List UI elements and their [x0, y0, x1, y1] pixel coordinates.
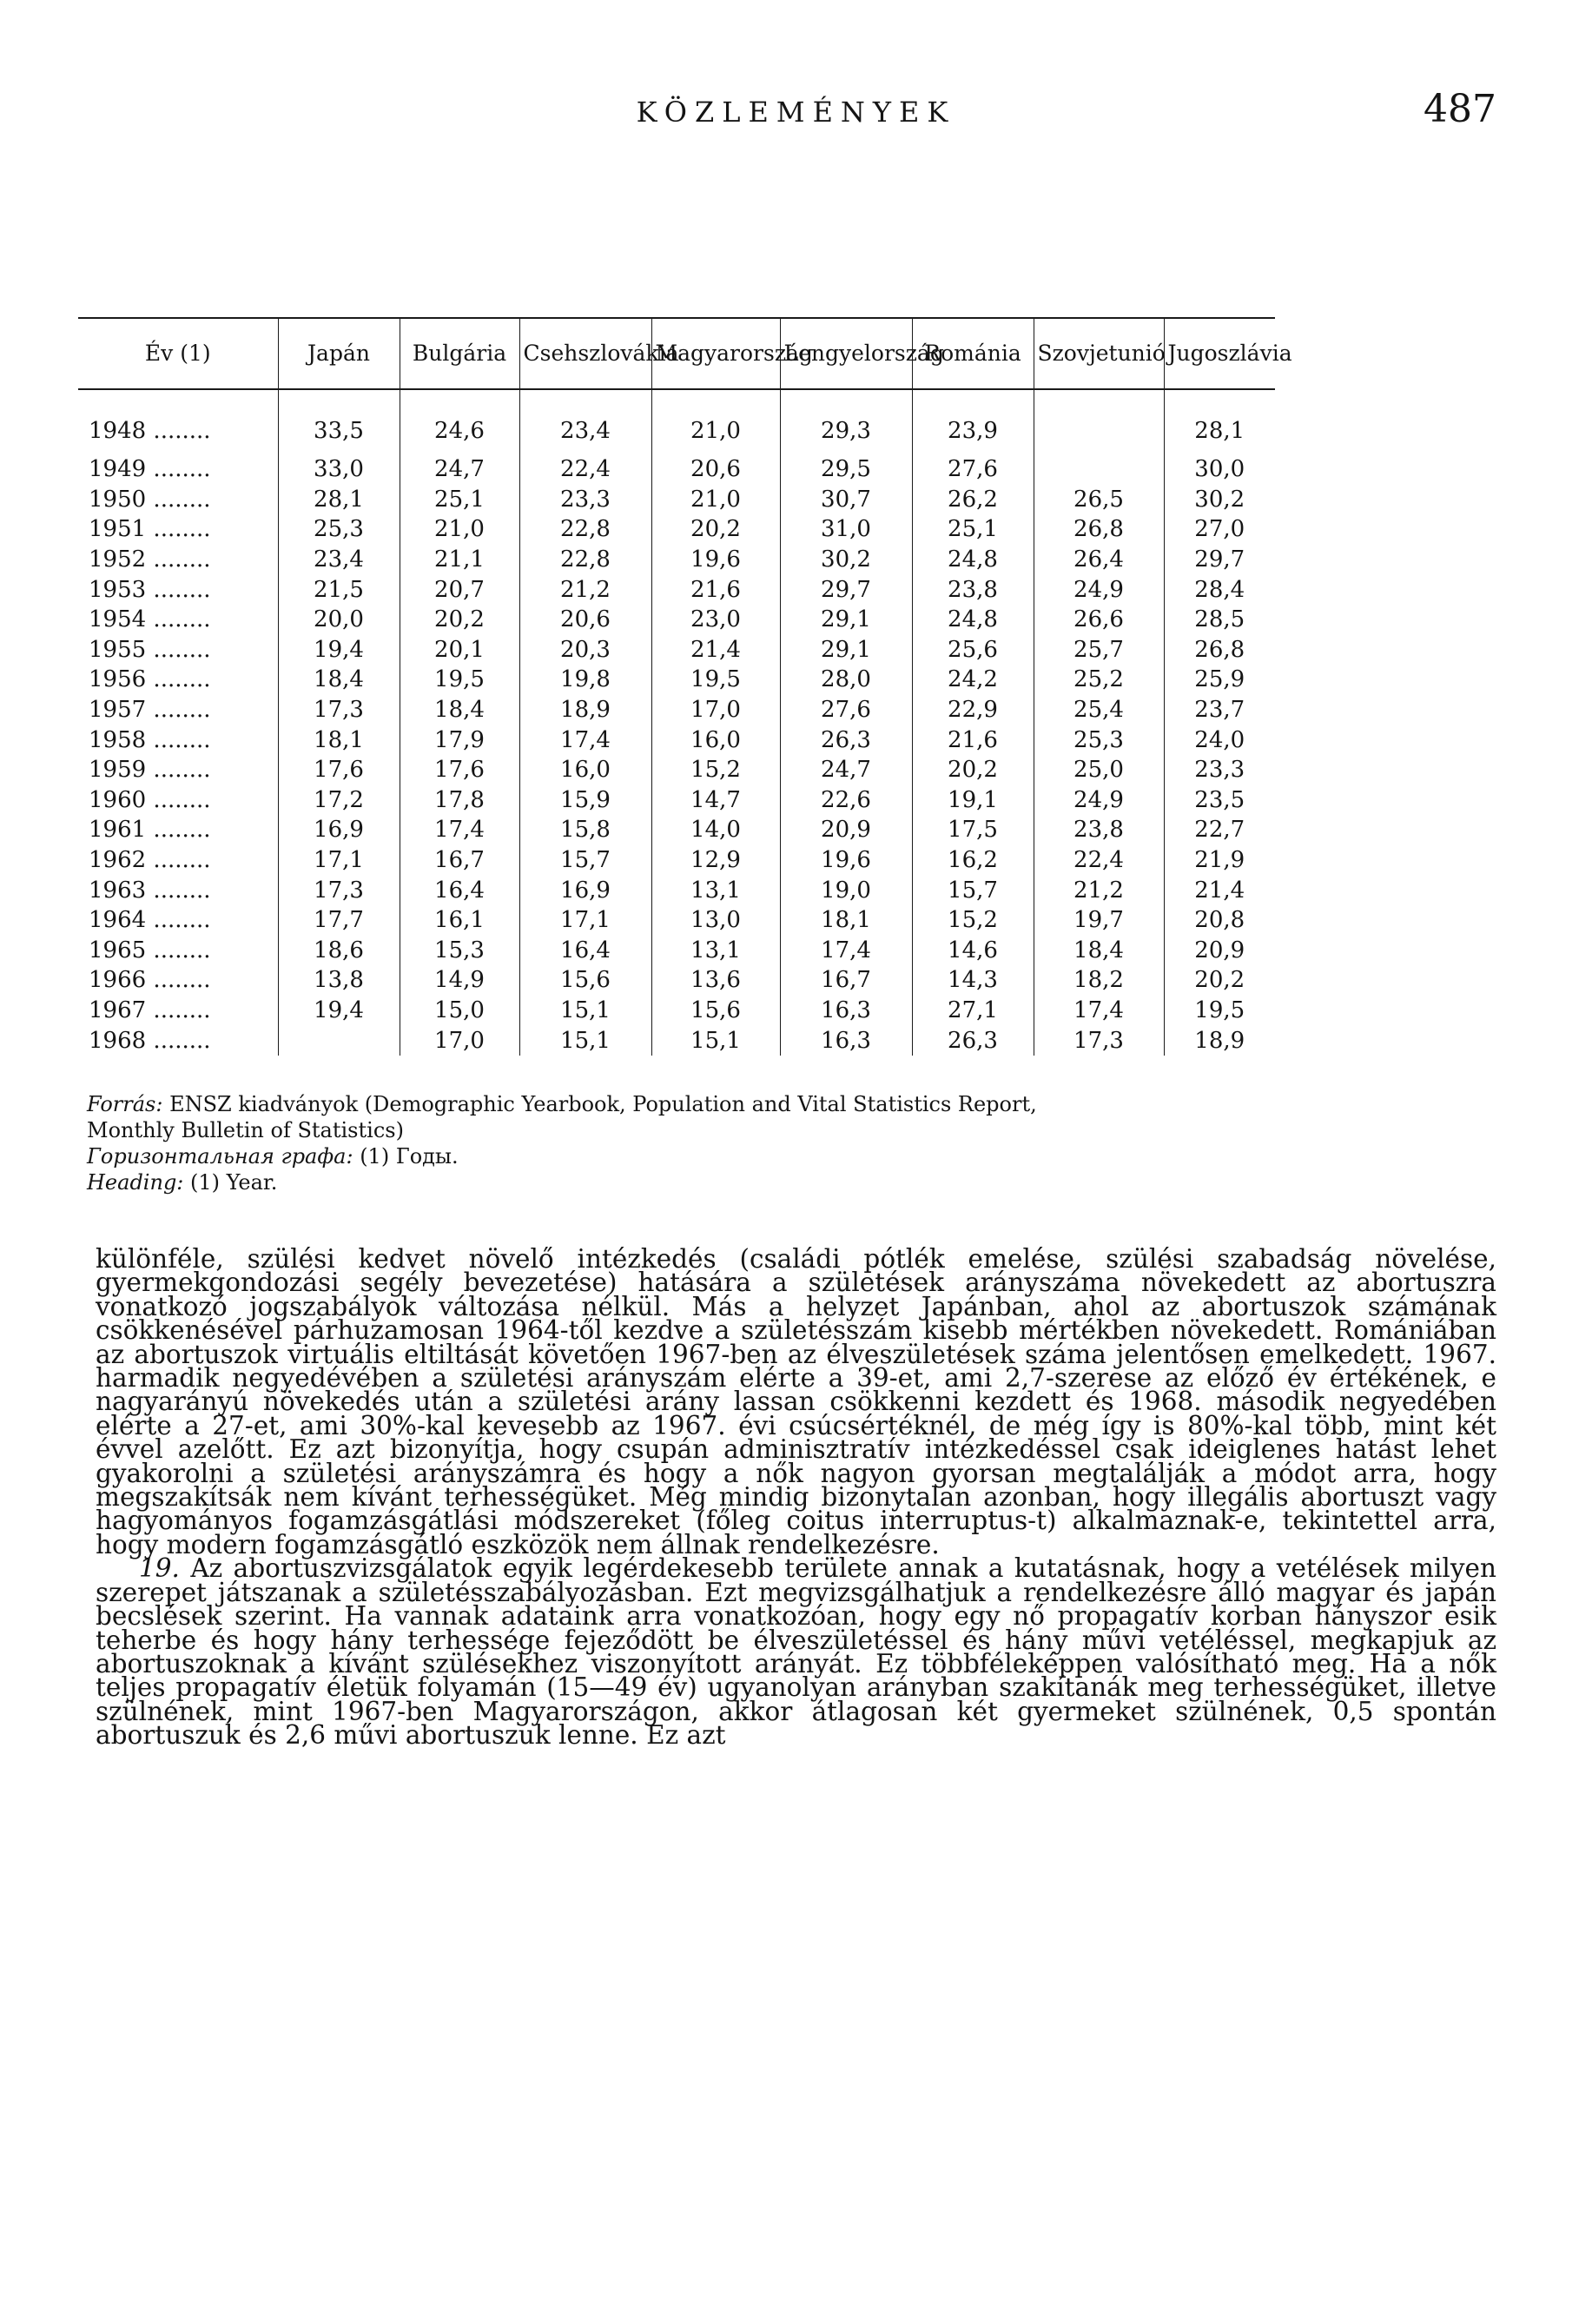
table-row: [78, 785, 1275, 816]
table-row: [78, 545, 1275, 575]
body-text: [96, 1244, 1496, 1751]
value-cell: 21,5: [278, 574, 400, 605]
value-cell: 18,1: [278, 725, 400, 755]
value-cell: 28,1: [278, 485, 400, 515]
value-cell: 25,2: [1034, 665, 1164, 695]
value-cell: 24,6: [400, 389, 519, 454]
value-cell: 18,9: [1164, 1025, 1275, 1056]
value-cell: 17,7: [278, 905, 400, 936]
value-cell: 33,5: [278, 389, 400, 454]
value-cell: 26,5: [1034, 485, 1164, 515]
table-row: [78, 389, 1275, 454]
table-row: [78, 574, 1275, 605]
table-row: [78, 965, 1275, 996]
value-cell: 20,9: [780, 815, 912, 845]
value-cell: 17,4: [1034, 996, 1164, 1026]
value-cell: 25,0: [1034, 755, 1164, 785]
table-row: [78, 755, 1275, 785]
year-cell: 1962 ........: [89, 847, 211, 874]
value-cell: 18,4: [400, 695, 519, 725]
value-cell: 29,1: [780, 635, 912, 665]
year-cell: 1960 ........: [89, 786, 211, 813]
value-cell: 20,3: [519, 635, 651, 665]
value-cell: 29,7: [1164, 545, 1275, 575]
value-cell: 25,6: [912, 635, 1034, 665]
value-cell: 15,1: [651, 1025, 780, 1056]
value-cell: 15,8: [519, 815, 651, 845]
column-header-0: Év (1): [78, 318, 278, 389]
year-cell: 1963 ........: [89, 877, 211, 904]
year-cell: 1957 ........: [89, 697, 211, 724]
year-cell: 1955 ........: [89, 636, 211, 663]
value-cell: 16,1: [400, 905, 519, 936]
value-cell: 21,4: [651, 635, 780, 665]
value-cell: 14,3: [912, 965, 1034, 996]
value-cell: 26,8: [1164, 635, 1275, 665]
value-cell: 18,4: [278, 665, 400, 695]
value-cell: 17,1: [519, 905, 651, 936]
value-cell: 22,4: [519, 454, 651, 485]
value-cell: 20,7: [400, 574, 519, 605]
year-cell: 1964 ........: [89, 907, 211, 934]
year-cell: 1949 ........: [89, 456, 211, 483]
russian-heading-label: Горизонтальная графа:: [87, 1144, 353, 1169]
value-cell: 17,5: [912, 815, 1034, 845]
year-cell: 1954 ........: [89, 606, 211, 633]
value-cell: 17,6: [278, 755, 400, 785]
paragraph-1: különféle, szülési kedvet növelő intézkedés (családi pótlék emelése, szülési szabadság növelése, gyermekgondozási segély bevezetése) hatására a születések arányszáma növekedett az abortuszra vonatkozó jogszabályok változása nélkül. Más a helyzet Japánban, ahol az abortuszok számának csökkenésével párhuzamosan 1964-től kezdve a születésszám kisebb mértékben növekedett. Romániában az abortuszok virtuális eltiltását követően 1967-ben az élveszületések száma jelentősen emelkedett. 1967. harmadik negyedévében a születési arányszám elérte a 39-et, ami 2,7-szerese az előző év értékének, e nagyarányú növekedés után a születési arány lassan csökkenni kezdett és 1968. második negyedében elérte a 27-et, ami 30%-kal kevesebb az 1967. évi csúcsértéknél, de még így is 80%-kal több, mint két évvel azelőtt. Ez azt bizonyítja, hogy csupán adminisztratív intézkedéssel csak ideiglenes hatást lehet gyakorolni a születési arányszámra és hogy a nők nagyon gyorsan megtalálják a módot arra, hogy megszakítsák nem kívánt terhességüket. Még mindig bizonytalan azonban, hogy illegális abortuszt vagy hagyományos fogamzásgátlási módszereket (főleg coitus interruptus-t) alkalmaznak-e, tekintettel arra, hogy modern fogamzásgátló eszközök nem állnak rendelkezésre.: [96, 1244, 1496, 1559]
value-cell: 30,2: [780, 545, 912, 575]
value-cell: 15,0: [400, 996, 519, 1026]
value-cell: 15,6: [519, 965, 651, 996]
value-cell: 24,7: [400, 454, 519, 485]
value-cell: 26,3: [780, 725, 912, 755]
value-cell: 17,4: [400, 815, 519, 845]
value-cell: 28,1: [1164, 389, 1275, 454]
source-label: Forrás:: [87, 1092, 163, 1116]
value-cell: [278, 1025, 400, 1056]
value-cell: 24,0: [1164, 725, 1275, 755]
value-cell: 25,3: [278, 514, 400, 545]
value-cell: 13,1: [651, 936, 780, 966]
table-row: [78, 905, 1275, 936]
value-cell: 16,0: [519, 755, 651, 785]
value-cell: 21,6: [651, 574, 780, 605]
table-row: [78, 485, 1275, 515]
column-header-8: Jugoszlávia: [1164, 318, 1275, 389]
value-cell: 17,0: [651, 695, 780, 725]
table-row: [78, 875, 1275, 905]
paragraph-2-text: Az abortuszvizsgálatok egyik legérdekesebb területe annak a kutatásnak, hogy a vetélések milyen szerepet játszanak a születésszabályozásban. Ezt megvizsgálhatjuk a rendelkezésre álló magyar és japán becslések szerint. Ha vannak adataink arra vonatkozóan, hogy egy nő propagatív korban hányszor esik teherbe és hogy hány terhessége fejeződött be élveszületéssel és hány művi vetéléssel, megkapjuk az abortuszoknak a kívánt szülésekhez viszonyított arányát. Ez többféleképpen valósítható meg. Ha a nők teljes propagatív életük folyamán (15—49 év) ugyanolyan arányban szakítanák meg terhességüket, illetve szülnének, mint 1967-ben Magyarországon, akkor átlagosan két gyermeket szülnének, 0,5 spontán abortuszuk és 2,6 művi abortuszuk lenne. Ez azt: [96, 1553, 1496, 1751]
value-cell: 20,2: [1164, 965, 1275, 996]
value-cell: 21,6: [912, 725, 1034, 755]
value-cell: 30,2: [1164, 485, 1275, 515]
value-cell: 13,6: [651, 965, 780, 996]
birth-rate-table: [78, 317, 1292, 1056]
source-text-1: ENSZ kiadványok (Demographic Yearbook, Population and Vital Statistics Report,: [169, 1092, 1037, 1116]
value-cell: 31,0: [780, 514, 912, 545]
table-row: [78, 815, 1275, 845]
value-cell: 22,8: [519, 514, 651, 545]
english-heading-label: Heading:: [87, 1170, 184, 1195]
value-cell: 16,7: [780, 965, 912, 996]
table-row: [78, 605, 1275, 635]
value-cell: 29,5: [780, 454, 912, 485]
table-row: [78, 996, 1275, 1026]
value-cell: 33,0: [278, 454, 400, 485]
value-cell: 20,2: [400, 605, 519, 635]
page-header: [96, 87, 1496, 148]
value-cell: 19,4: [278, 996, 400, 1026]
column-header-3: Csehszlovákia: [519, 318, 651, 389]
year-cell: 1953 ........: [89, 576, 211, 603]
value-cell: 20,1: [400, 635, 519, 665]
value-cell: 28,0: [780, 665, 912, 695]
table-header-row: [78, 318, 1275, 389]
value-cell: 17,9: [400, 725, 519, 755]
value-cell: 13,1: [651, 875, 780, 905]
english-heading-note: [87, 1169, 1505, 1195]
year-cell: 1958 ........: [89, 726, 211, 753]
value-cell: 17,4: [519, 725, 651, 755]
value-cell: 19,7: [1034, 905, 1164, 936]
value-cell: 14,0: [651, 815, 780, 845]
value-cell: 18,4: [1034, 936, 1164, 966]
value-cell: 16,7: [400, 845, 519, 876]
value-cell: [1034, 454, 1164, 485]
value-cell: 19,4: [278, 635, 400, 665]
value-cell: 20,9: [1164, 936, 1275, 966]
table-row: [78, 695, 1275, 725]
value-cell: 13,8: [278, 965, 400, 996]
value-cell: 28,5: [1164, 605, 1275, 635]
value-cell: 15,9: [519, 785, 651, 816]
value-cell: 16,9: [519, 875, 651, 905]
value-cell: 14,7: [651, 785, 780, 816]
column-header-4: Magyarország: [651, 318, 780, 389]
value-cell: 25,4: [1034, 695, 1164, 725]
value-cell: 20,0: [278, 605, 400, 635]
running-title: KÖZLEMÉNYEK: [636, 96, 956, 129]
value-cell: 15,7: [519, 845, 651, 876]
table-body: [78, 389, 1275, 1056]
value-cell: 19,5: [651, 665, 780, 695]
value-cell: 21,0: [400, 514, 519, 545]
value-cell: 19,6: [651, 545, 780, 575]
year-cell: 1959 ........: [89, 757, 211, 784]
value-cell: 15,2: [651, 755, 780, 785]
section-number: 19.: [139, 1553, 180, 1584]
value-cell: 22,6: [780, 785, 912, 816]
value-cell: 19,1: [912, 785, 1034, 816]
value-cell: 26,6: [1034, 605, 1164, 635]
value-cell: 23,4: [519, 389, 651, 454]
value-cell: 15,1: [519, 1025, 651, 1056]
source-text-2: Monthly Bulletin of Statistics): [87, 1118, 404, 1142]
column-header-1: Japán: [278, 318, 400, 389]
value-cell: 17,2: [278, 785, 400, 816]
value-cell: 22,4: [1034, 845, 1164, 876]
value-cell: 17,1: [278, 845, 400, 876]
value-cell: 24,8: [912, 545, 1034, 575]
value-cell: 21,0: [651, 389, 780, 454]
year-cell: 1956 ........: [89, 666, 211, 693]
value-cell: 16,3: [780, 996, 912, 1026]
value-cell: 30,7: [780, 485, 912, 515]
value-cell: 18,2: [1034, 965, 1164, 996]
value-cell: 18,1: [780, 905, 912, 936]
value-cell: 24,9: [1034, 574, 1164, 605]
value-cell: 23,4: [278, 545, 400, 575]
value-cell: 19,5: [400, 665, 519, 695]
value-cell: 29,1: [780, 605, 912, 635]
value-cell: 21,2: [1034, 875, 1164, 905]
table-row: [78, 936, 1275, 966]
value-cell: 18,6: [278, 936, 400, 966]
value-cell: 16,3: [780, 1025, 912, 1056]
value-cell: 27,0: [1164, 514, 1275, 545]
value-cell: 29,7: [780, 574, 912, 605]
value-cell: 25,1: [912, 514, 1034, 545]
value-cell: 18,9: [519, 695, 651, 725]
value-cell: 22,9: [912, 695, 1034, 725]
value-cell: 17,3: [278, 695, 400, 725]
value-cell: 15,6: [651, 996, 780, 1026]
value-cell: 16,2: [912, 845, 1034, 876]
value-cell: 23,8: [912, 574, 1034, 605]
table-row: [78, 514, 1275, 545]
table-row: [78, 454, 1275, 485]
value-cell: 23,7: [1164, 695, 1275, 725]
value-cell: 19,0: [780, 875, 912, 905]
value-cell: 17,3: [1034, 1025, 1164, 1056]
value-cell: 17,4: [780, 936, 912, 966]
value-cell: 16,4: [519, 936, 651, 966]
table-row: [78, 635, 1275, 665]
page-number: 487: [1424, 87, 1496, 131]
value-cell: 26,8: [1034, 514, 1164, 545]
value-cell: 24,9: [1034, 785, 1164, 816]
value-cell: 22,7: [1164, 815, 1275, 845]
value-cell: 23,8: [1034, 815, 1164, 845]
table-row: [78, 725, 1275, 755]
value-cell: [1034, 389, 1164, 454]
value-cell: 14,6: [912, 936, 1034, 966]
english-heading-text: (1) Year.: [190, 1170, 278, 1195]
source-line-1: [87, 1091, 1505, 1117]
value-cell: 19,6: [780, 845, 912, 876]
table-row: [78, 845, 1275, 876]
value-cell: 27,6: [912, 454, 1034, 485]
value-cell: 20,6: [651, 454, 780, 485]
value-cell: 17,8: [400, 785, 519, 816]
value-cell: 17,3: [278, 875, 400, 905]
value-cell: 15,2: [912, 905, 1034, 936]
value-cell: 19,8: [519, 665, 651, 695]
year-cell: 1948 ........: [89, 418, 211, 444]
table-row: [78, 1025, 1275, 1056]
value-cell: 21,1: [400, 545, 519, 575]
value-cell: 12,9: [651, 845, 780, 876]
value-cell: 19,5: [1164, 996, 1275, 1026]
value-cell: 26,2: [912, 485, 1034, 515]
value-cell: 20,2: [912, 755, 1034, 785]
value-cell: 26,3: [912, 1025, 1034, 1056]
value-cell: 16,9: [278, 815, 400, 845]
year-cell: 1965 ........: [89, 937, 211, 963]
column-header-6: Románia: [912, 318, 1034, 389]
value-cell: 20,2: [651, 514, 780, 545]
value-cell: 30,0: [1164, 454, 1275, 485]
value-cell: 21,9: [1164, 845, 1275, 876]
value-cell: 25,1: [400, 485, 519, 515]
russian-heading-text: (1) Годы.: [360, 1144, 459, 1169]
value-cell: 17,6: [400, 755, 519, 785]
value-cell: 15,1: [519, 996, 651, 1026]
value-cell: 15,3: [400, 936, 519, 966]
russian-heading-note: [87, 1143, 1505, 1169]
value-cell: 20,6: [519, 605, 651, 635]
value-cell: 16,0: [651, 725, 780, 755]
value-cell: 15,7: [912, 875, 1034, 905]
column-header-7: Szovjetunió: [1034, 318, 1164, 389]
value-cell: 23,9: [912, 389, 1034, 454]
value-cell: 23,3: [1164, 755, 1275, 785]
data-table: [78, 317, 1292, 1056]
value-cell: 17,0: [400, 1025, 519, 1056]
value-cell: 25,9: [1164, 665, 1275, 695]
value-cell: 24,2: [912, 665, 1034, 695]
year-cell: 1961 ........: [89, 817, 211, 844]
value-cell: 29,3: [780, 389, 912, 454]
value-cell: 14,9: [400, 965, 519, 996]
column-header-2: Bulgária: [400, 318, 519, 389]
value-cell: 25,7: [1034, 635, 1164, 665]
value-cell: 23,0: [651, 605, 780, 635]
value-cell: 21,2: [519, 574, 651, 605]
value-cell: 25,3: [1034, 725, 1164, 755]
value-cell: 28,4: [1164, 574, 1275, 605]
value-cell: 26,4: [1034, 545, 1164, 575]
value-cell: 22,8: [519, 545, 651, 575]
value-cell: 23,3: [519, 485, 651, 515]
value-cell: 27,6: [780, 695, 912, 725]
year-cell: 1951 ........: [89, 516, 211, 543]
year-cell: 1952 ........: [89, 546, 211, 573]
year-cell: 1968 ........: [89, 1027, 211, 1054]
value-cell: 21,0: [651, 485, 780, 515]
value-cell: 21,4: [1164, 875, 1275, 905]
value-cell: 16,4: [400, 875, 519, 905]
year-cell: 1967 ........: [89, 996, 211, 1023]
value-cell: 13,0: [651, 905, 780, 936]
value-cell: 24,7: [780, 755, 912, 785]
value-cell: 27,1: [912, 996, 1034, 1026]
value-cell: 24,8: [912, 605, 1034, 635]
year-cell: 1950 ........: [89, 486, 211, 513]
value-cell: 20,8: [1164, 905, 1275, 936]
table-row: [78, 665, 1275, 695]
paragraph-2: [96, 1553, 1496, 1751]
table-source-note: [87, 1091, 1505, 1195]
column-header-5: Lengyelország: [780, 318, 912, 389]
value-cell: 23,5: [1164, 785, 1275, 816]
year-cell: 1966 ........: [89, 967, 211, 994]
